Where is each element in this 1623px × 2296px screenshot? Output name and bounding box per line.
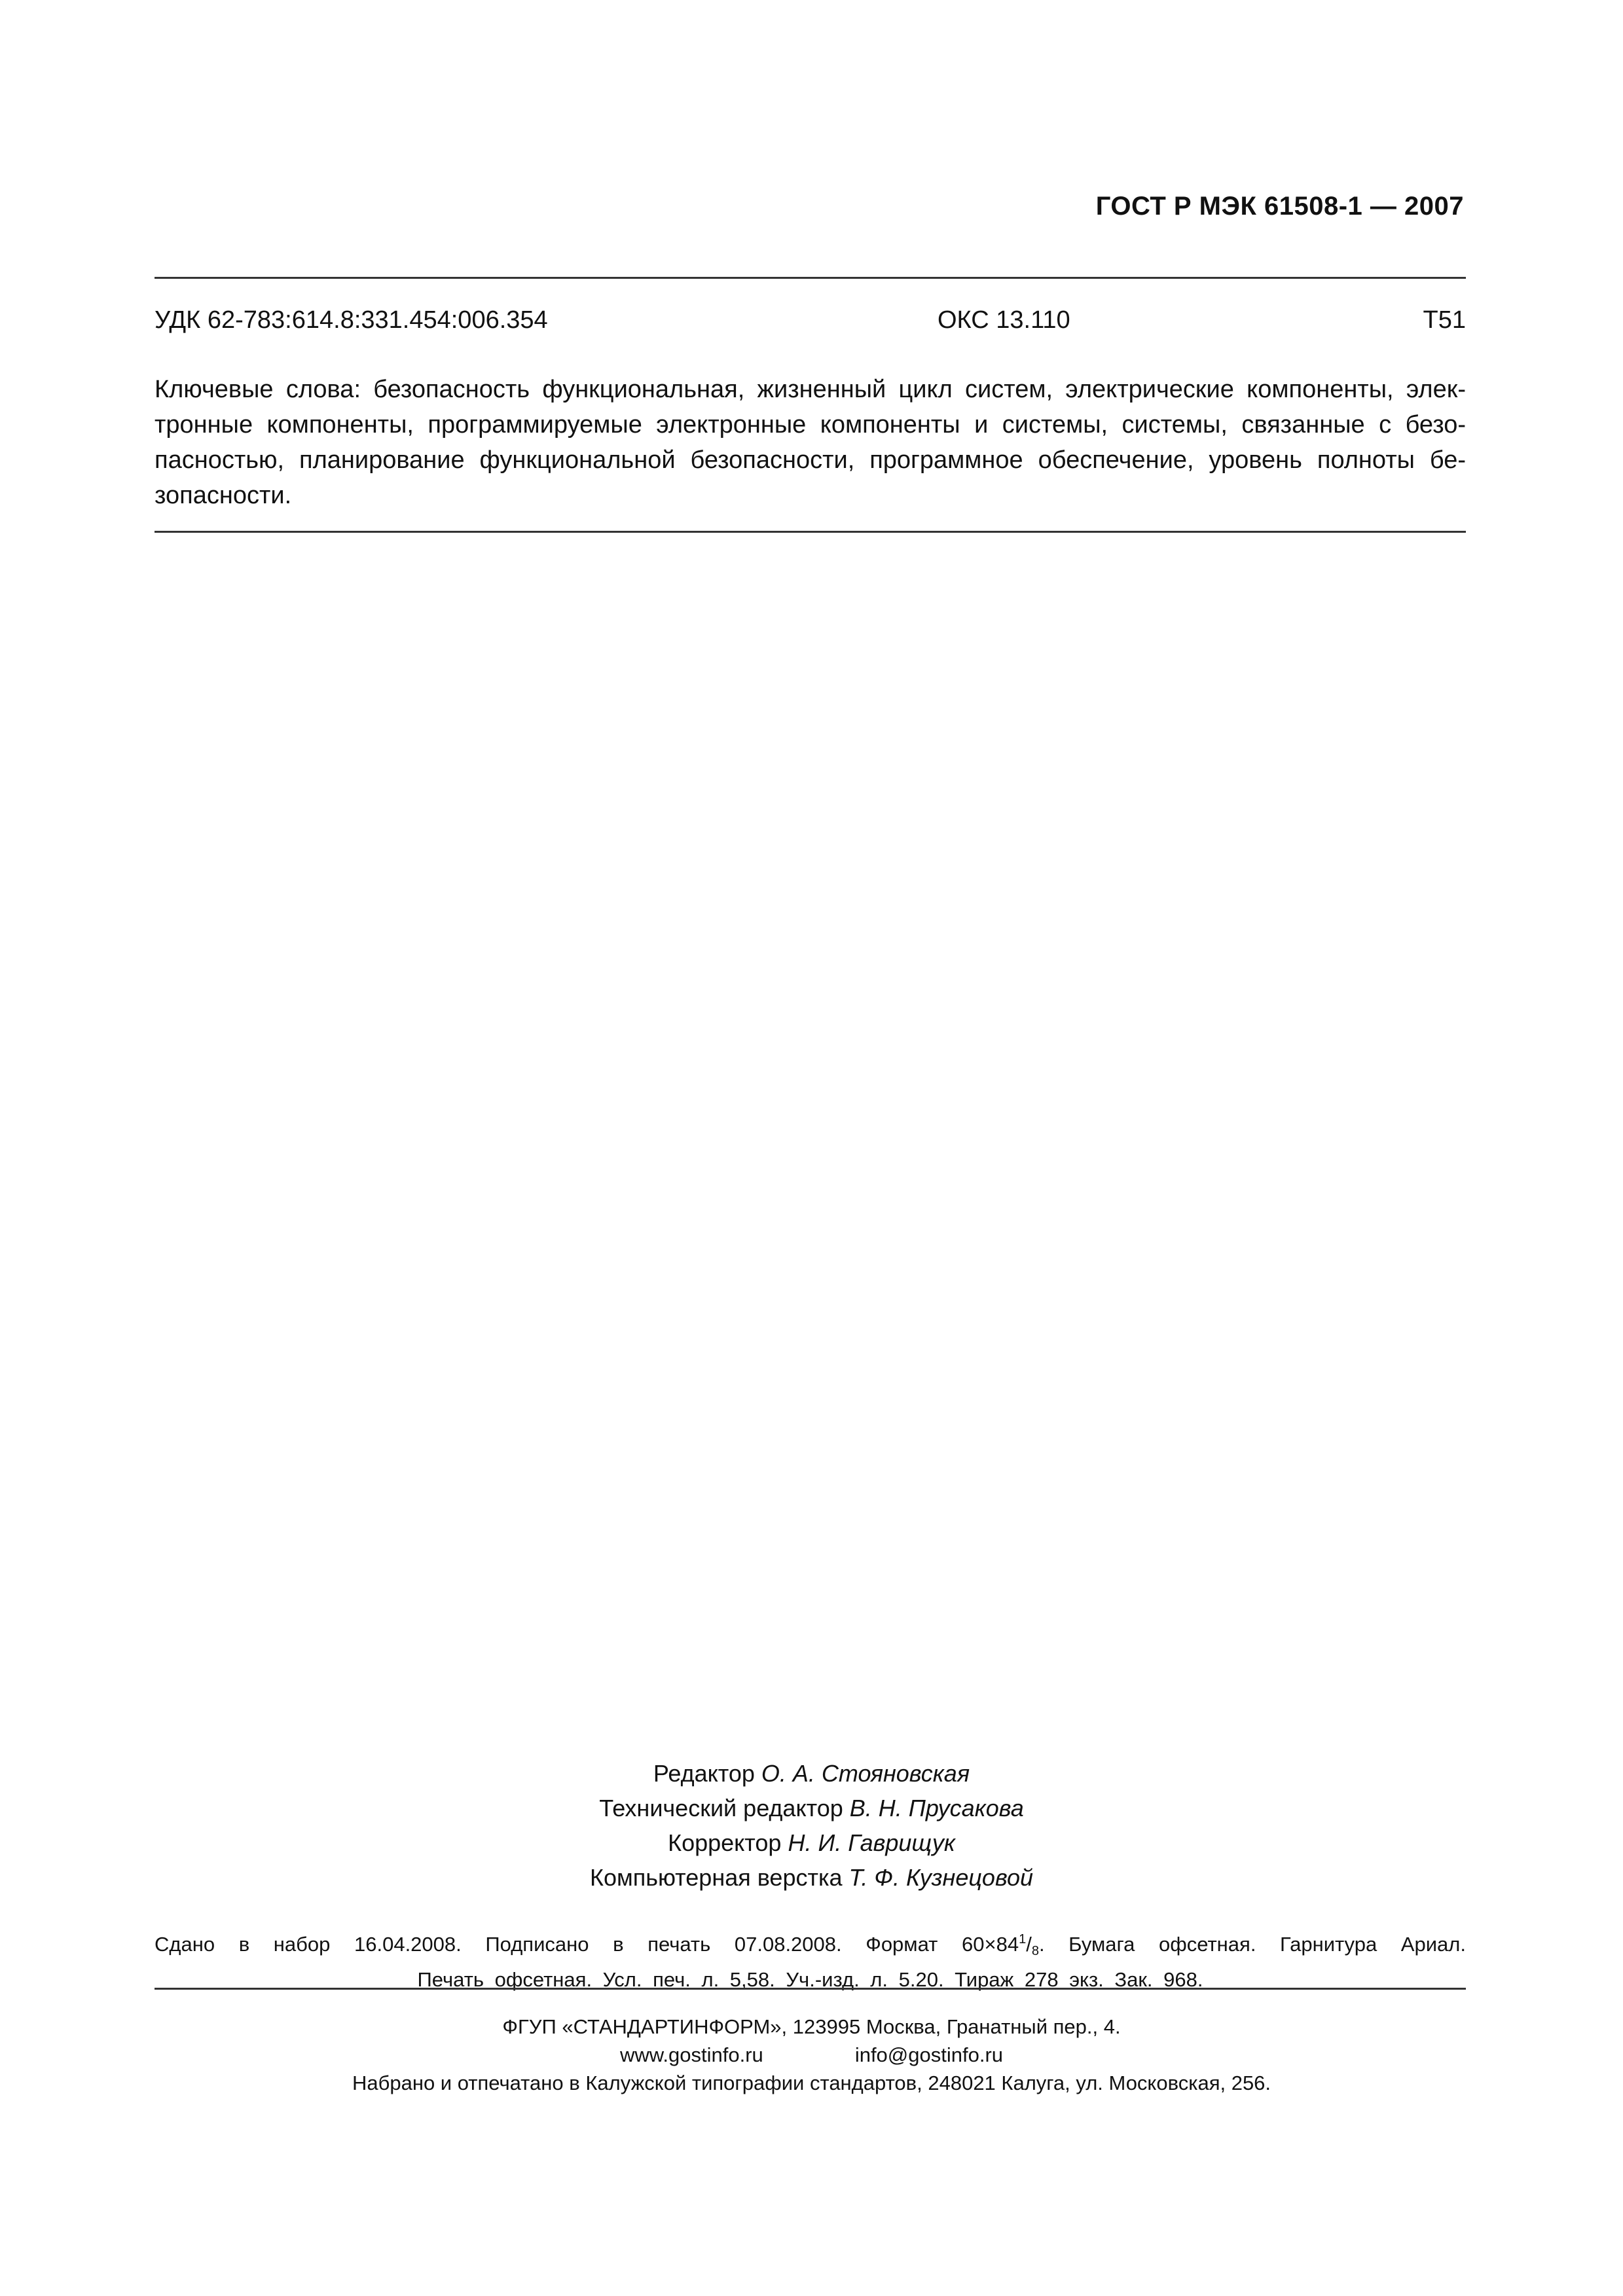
class-code: Т51 (1423, 306, 1466, 334)
credits-block (0, 1756, 1623, 1895)
publisher-address: ФГУП «СТАНДАРТИНФОРМ», 123995 Москва, Гранатный пер., 4. (502, 2015, 1121, 2038)
keywords-line: Ключевые слова: безопасность функциональная, жизненный цикл систем, электрические компоненты, элек- (155, 376, 1466, 403)
classification-row (155, 306, 1466, 339)
keywords-line: тронные компоненты, программируемые электронные компоненты и системы, системы, связанные с безо- (155, 411, 1466, 439)
credit-role: Компьютерная верстка (589, 1864, 843, 1891)
keywords-divider (155, 531, 1466, 533)
credit-role: Технический редактор (599, 1795, 843, 1821)
credit-editor (0, 1756, 1623, 1791)
keywords-line: зопасности. (155, 482, 292, 509)
bottom-divider (155, 1988, 1466, 1990)
credit-name: В. Н. Прусакова (849, 1795, 1024, 1821)
keywords-line: пасностью, планирование функциональной безопасности, программное обеспечение, уровень полноты бе- (155, 446, 1466, 474)
publisher-block (0, 2013, 1623, 2097)
print-info-text: . Бумага офсетная. Гарнитура Ариал. (1038, 1933, 1466, 1956)
credit-name: Т. Ф. Кузнецовой (848, 1864, 1033, 1891)
udk-code: УДК 62-783:614.8:331.454:006.354 (155, 306, 548, 334)
keywords-paragraph (155, 372, 1466, 513)
credit-layout (0, 1860, 1623, 1895)
publisher-email-link[interactable]: info@gostinfo.ru (854, 2043, 1004, 2066)
print-info-block (155, 1926, 1466, 1994)
credit-proofreader (0, 1825, 1623, 1860)
credit-role: Редактор (653, 1760, 755, 1787)
top-divider (155, 277, 1466, 279)
print-info-line-1: Сдано в набор 16.04.2008. Подписано в печать 07.08.2008. Формат $60\times 84^1/_8$. Бумага офсетная. Гарнитура Ариал. (155, 1932, 1466, 1958)
credit-role: Корректор (668, 1829, 782, 1856)
standard-code: ГОСТ Р МЭК 61508-1 — 2007 (1095, 192, 1464, 221)
publisher-website-link[interactable]: www.gostinfo.ru (619, 2043, 763, 2066)
publisher-contacts (0, 2041, 1623, 2069)
format-fraction-numerator: 1 (1019, 1932, 1027, 1946)
credit-name: О. А. Стояновская (761, 1760, 970, 1787)
credit-name: Н. И. Гаврищук (788, 1829, 955, 1856)
print-info-line-2: Печать офсетная. Усл. печ. л. 5,58. Уч.-изд. л. 5.20. Тираж 278 экз. Зак. 968. (417, 1968, 1203, 1991)
format-fraction-denominator: 8 (1031, 1944, 1039, 1958)
print-info-text: Сдано в набор 16.04.2008. Подписано в печать 07.08.2008. Формат 60×84 (155, 1933, 1019, 1956)
credit-technical-editor (0, 1791, 1623, 1825)
oks-code: ОКС 13.110 (938, 306, 1070, 334)
printer-info: Набрано и отпечатано в Калужской типографии стандартов, 248021 Калуга, ул. Московская, 256. (352, 2072, 1271, 2094)
